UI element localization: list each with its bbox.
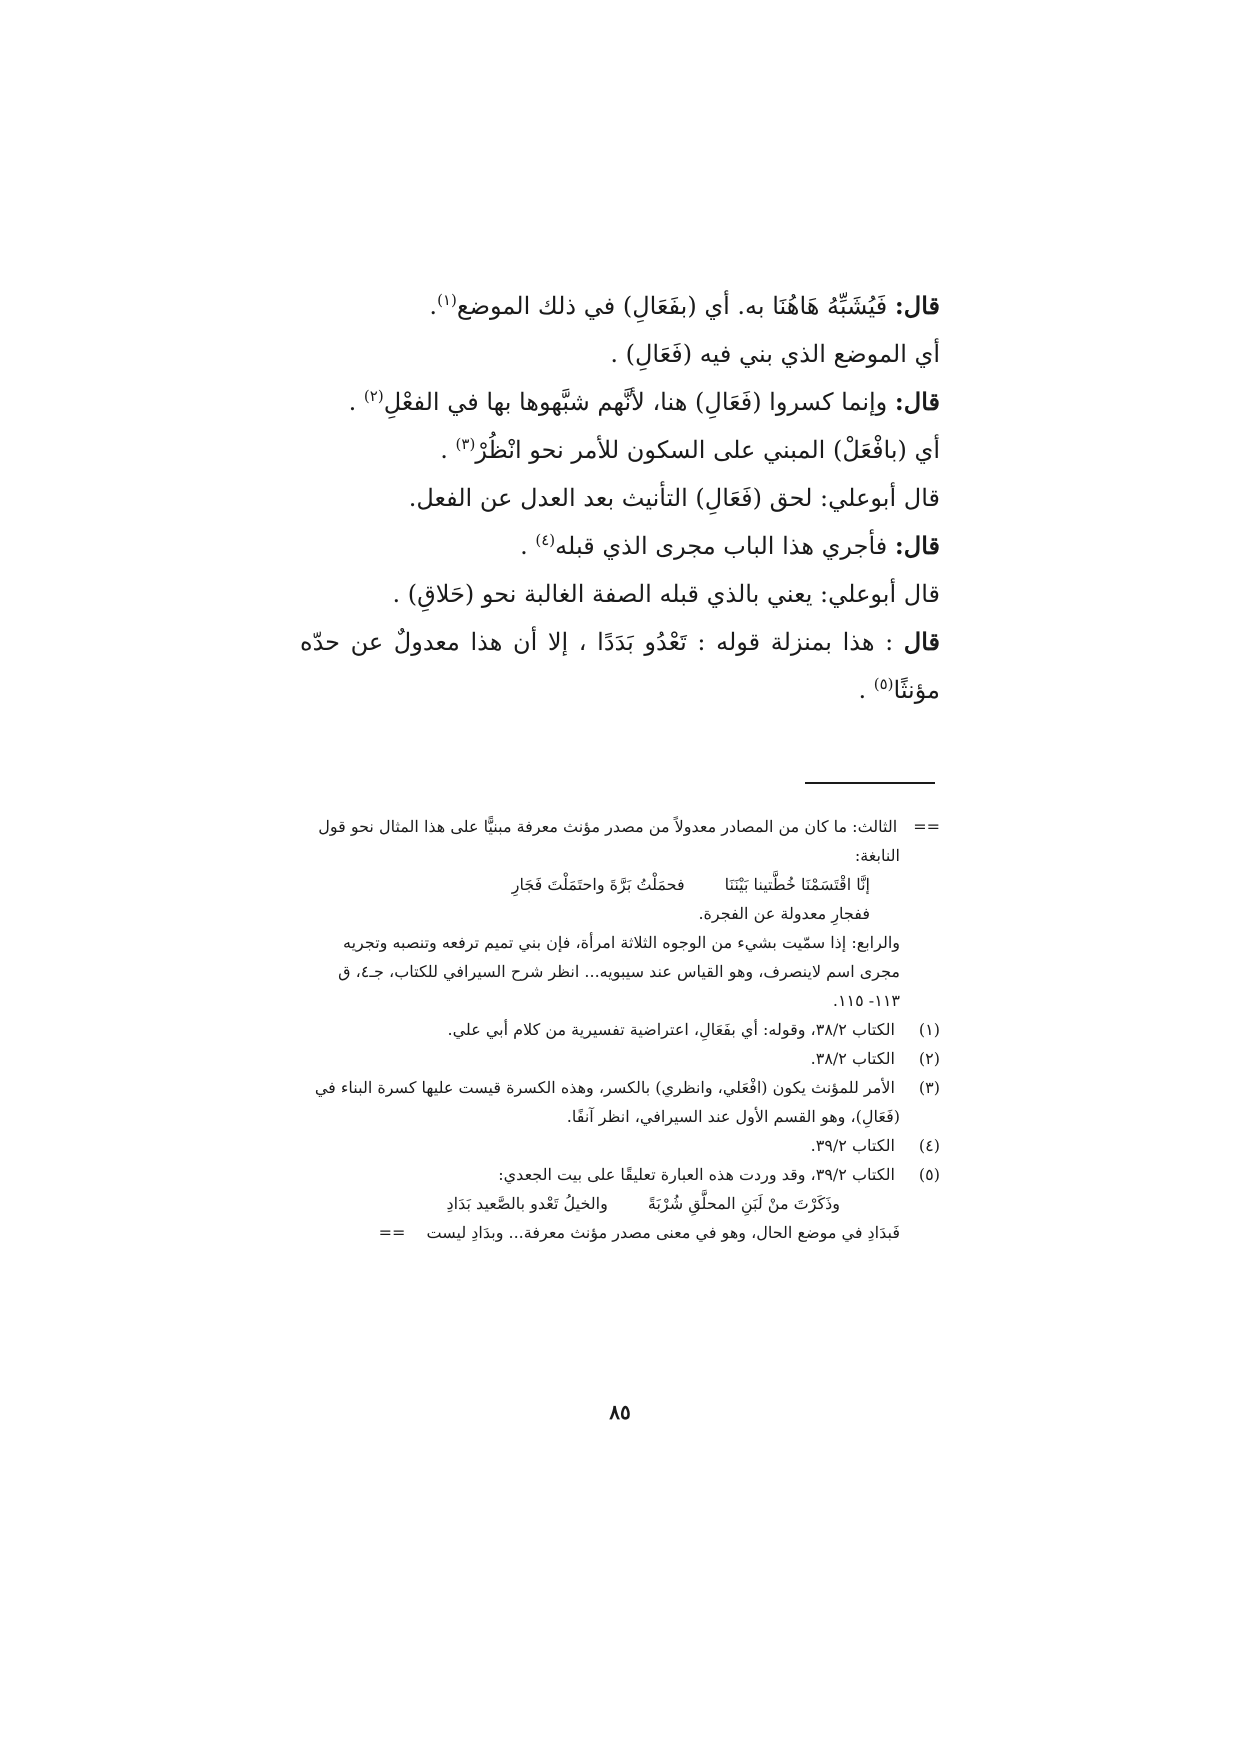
footnote-text: الكتاب ٣٨/٢. — [810, 1049, 895, 1068]
footnote-2 — [300, 1044, 940, 1073]
verse-hemistich-1: إنَّا اقْتَسَمْنَا خُطَّتينا بَيْنَنَا — [724, 875, 870, 894]
footnote-separator — [805, 782, 935, 784]
note-fourth-3 — [300, 986, 940, 1015]
text-line-8 — [300, 618, 940, 666]
verse-hemistich-2: والخيلُ تَعْدو بالصَّعيد بَدَادِ — [446, 1194, 608, 1213]
footnote-number: (١) — [918, 1020, 940, 1039]
line-text: قال أبوعلي: لحق (فَعَالِ) التأنيث بعد العدل عن الفعل. — [408, 484, 940, 512]
keyword-qal: قال: — [894, 531, 940, 560]
line-tail: . — [858, 676, 874, 704]
note-fajar — [300, 899, 940, 928]
line-text: فَيُشَبِّهُ هَاهُنَا به. أي (بفَعَالِ) في ذلك الموضع — [456, 292, 895, 320]
continuation-marker: == — [913, 817, 940, 836]
footnote-ref: (١) — [437, 291, 457, 309]
note-text: ففجارِ معدولة عن الفجرة. — [698, 904, 870, 923]
text-line-1 — [300, 282, 940, 330]
line-tail: . — [440, 436, 456, 464]
text-line-9 — [300, 666, 940, 714]
footnote-3-cont — [300, 1102, 940, 1131]
line-tail: . — [429, 292, 438, 320]
note-text: ١١٣- ١١٥. — [832, 991, 900, 1010]
continuation-marker-end: == — [378, 1223, 406, 1242]
note-third-line — [300, 812, 940, 841]
text-line-5 — [300, 474, 940, 522]
line-text: وإنما كسروا (فَعَالِ) هنا، لأنَّهم شبَّهوها بها في الفعْلِ — [383, 388, 895, 416]
line-tail: . — [348, 388, 364, 416]
text-line-2 — [300, 330, 940, 378]
footnote-ref: (٢) — [363, 387, 384, 405]
verse-jadi — [300, 1189, 940, 1218]
note-text: النابغة: — [854, 846, 900, 865]
note-text: الثالث: ما كان من المصادر معدولاً من مصدر مؤنث معرفة مبنيًّا على هذا المثال نحو قول — [318, 817, 898, 836]
verse-hemistich-1: وذَكَرْتَ منْ لَبَنِ المحلَّقِ شُرْبَةً — [647, 1194, 840, 1213]
footnote-text: الكتاب ٣٩/٢. — [810, 1136, 895, 1155]
text-line-6 — [300, 522, 940, 570]
footnote-5 — [300, 1160, 940, 1189]
note-text: مجرى اسم لاينصرف، وهو القياس عند سيبويه... انظر شرح السيرافي للكتاب، جـ٤، ق — [338, 962, 900, 981]
text-line-7 — [300, 570, 940, 618]
note-text: فَبدَادِ في موضع الحال، وهو في معنى مصدر مؤنث معرفة... وبدَادِ ليست — [426, 1223, 900, 1242]
note-fourth-1 — [300, 928, 940, 957]
line-text: أي الموضع الذي بني فيه (فَعَالِ) . — [610, 340, 940, 368]
line-text: قال أبوعلي: يعني بالذي قبله الصفة الغالبة نحو (حَلاقِ) . — [392, 580, 940, 608]
footnote-ref: (٣) — [455, 435, 476, 453]
line-text: مؤنثًا — [893, 676, 940, 704]
footnote-4 — [300, 1131, 940, 1160]
footnote-ref: (٤) — [535, 531, 556, 549]
note-third-cont — [300, 841, 940, 870]
footnote-text: (فَعَالِ)، وهو القسم الأول عند السيرافي، انظر آنفًا. — [566, 1107, 900, 1126]
footnote-number: (٤) — [918, 1136, 940, 1155]
footnote-1 — [300, 1015, 940, 1044]
keyword-qal: قال: — [894, 291, 940, 320]
footnote-text: الكتاب ٣٩/٢، وقد وردت هذه العبارة تعليقًا على بيت الجعدي: — [498, 1165, 895, 1184]
keyword-qal: قال — [903, 627, 940, 656]
line-text: أي (بافْعَلْ) المبني على السكون للأمر نحو انْظُرْ — [475, 436, 940, 464]
footnotes-block — [300, 812, 940, 1247]
footnote-number: (٢) — [918, 1049, 940, 1068]
line-text: فأجري هذا الباب مجرى الذي قبله — [555, 532, 895, 560]
note-fourth-2 — [300, 957, 940, 986]
text-line-4 — [300, 426, 940, 474]
footnote-text: الأمر للمؤنث يكون (افْعَلي، وانظري) بالكسر، وهذه الكسرة قيست عليها كسرة البناء في — [314, 1078, 895, 1097]
footnote-number: (٣) — [918, 1078, 940, 1097]
line-tail: . — [520, 532, 536, 560]
main-text-block — [300, 282, 940, 714]
footnote-3 — [300, 1073, 940, 1102]
page-number: ٨٥ — [609, 1400, 631, 1424]
verse-hemistich-2: فحمَلْتُ بَرَّةَ واحتَمَلْتَ فَجَارِ — [511, 875, 685, 894]
footnote-number: (٥) — [918, 1165, 940, 1184]
text-line-3 — [300, 378, 940, 426]
note-text: والرابع: إذا سمّيت بشيء من الوجوه الثلاثة امرأة، فإن بني تميم ترفعه وتنصبه وتجريه — [343, 933, 900, 952]
line-text: : هذا بمنزلة قوله : تَعْدُو بَدَدًا ، إلا أن هذا معدولٌ عن حدّه — [300, 628, 904, 656]
keyword-qal: قال: — [894, 387, 940, 416]
footnote-text: الكتاب ٣٨/٢، وقوله: أي بفَعَالِ، اعتراضية تفسيرية من كلام أبي علي. — [447, 1020, 895, 1039]
footnote-ref: (٥) — [873, 675, 894, 693]
note-last-line — [300, 1218, 940, 1247]
verse-nabigha — [300, 870, 940, 899]
